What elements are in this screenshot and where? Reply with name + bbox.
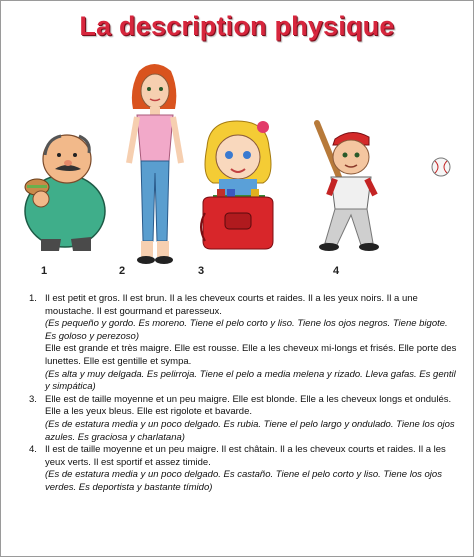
figure-number-1: 1 bbox=[41, 265, 48, 277]
descriptions-list bbox=[17, 293, 457, 495]
character-4-illustration bbox=[307, 115, 457, 255]
spanish-translation: (Es de estatura media y un poco delgado. Es rubia. Tiene el pelo largo y ondulado. Tiene los ojos azules. Es graciosa y charlatana) bbox=[45, 418, 455, 443]
figure-number-4: 4 bbox=[333, 265, 340, 277]
spanish-translation: (Es de estatura media y un poco delgado. Es castaño. Tiene el pelo corto y liso. Tiene los ojos verdes. Es deportista y bastante tímido) bbox=[45, 469, 442, 493]
french-description: Il est de taille moyenne et un peu maigre. Il est châtain. Il a les cheveux courts et raides. Il a les yeux verts. Il est sportif et assez timide. bbox=[45, 444, 446, 468]
french-description: Il est petit et gros. Il est brun. Il a les cheveux courts et raides. Il a les yeux noirs. Il a une moustache. Il est gourmand et paresseux. bbox=[45, 293, 418, 317]
description-item-3: 3. Elle est de taille moyenne et un peu maigre. Elle est blonde. Elle a les cheveux longs et ondulés. Elle a les yeux bleus. Elle est rigolote et bavarde. (Es de estatura media y un poco delgado. Es rubia. Tiene el pelo largo y ondulado. Tiene los ojos azules. Es graciosa y charlatana) bbox=[17, 394, 457, 444]
french-description: Elle est de taille moyenne et un peu maigre. Elle est blonde. Elle a les cheveux longs et ondulés. Elle a les yeux bleus. Elle est rigolote et bavarde. bbox=[45, 393, 452, 418]
spanish-translation: (Es pequeño y gordo. Es moreno. Tiene el pelo corto y liso. Tiene los ojos negros. Tiene bigote. Es goloso y perezoso) bbox=[45, 318, 448, 342]
figure-number-3: 3 bbox=[198, 265, 205, 277]
character-3-illustration bbox=[193, 117, 283, 257]
character-1-illustration bbox=[11, 127, 119, 252]
description-item-4: 4. Il est de taille moyenne et un peu maigre. Il est châtain. Il a les cheveux courts et raides. Il a les yeux verts. Il est sportif et assez timide. (Es de estatura media y un poco delgado. Es castaño. Tiene el pelo corto y liso. Tiene los ojos verdes. Es deportista y bastante tímido) bbox=[17, 444, 457, 494]
description-item-2 bbox=[17, 343, 457, 393]
figure-number-2: 2 bbox=[119, 265, 126, 277]
characters-illustration bbox=[1, 57, 473, 279]
french-description: Elle est grande et très maigre. Elle est rousse. Elle a les cheveux mi-longs et frisés. Elle porte des lunettes. Elle est gentille et sympa. bbox=[45, 343, 457, 367]
character-2-illustration bbox=[119, 61, 189, 266]
description-item-1: 1. Il est petit et gros. Il est brun. Il a les cheveux courts et raides. Il a les yeux noirs. Il a une moustache. Il est gourmand et paresseux. (Es pequeño y gordo. Es moreno. Tiene el pelo corto y liso. Tiene los ojos negros. Tiene bigote. Es goloso y perezoso) bbox=[17, 293, 457, 343]
spanish-translation: (Es alta y muy delgada. Es pelirroja. Tiene el pelo a media melena y rizado. Lleva gafas. Es gentil y simpática) bbox=[45, 368, 456, 393]
page-title: La description physique bbox=[79, 11, 395, 41]
